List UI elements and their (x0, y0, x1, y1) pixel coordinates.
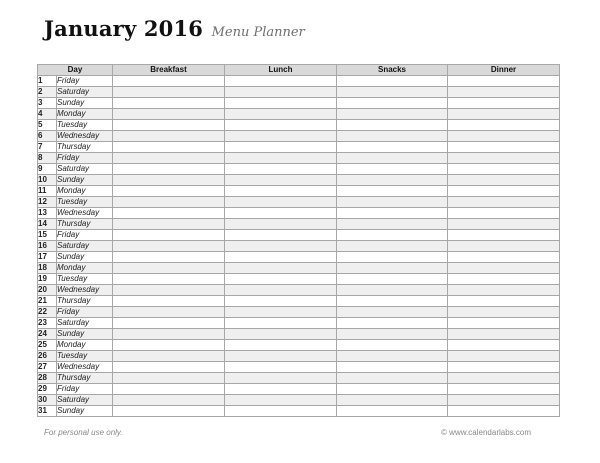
day-number: 6 (38, 131, 57, 142)
lunch-cell[interactable] (225, 109, 337, 120)
lunch-cell[interactable] (225, 153, 337, 164)
table-row (38, 109, 560, 120)
lunch-cell[interactable] (225, 285, 337, 296)
weekday-name: Sunday (57, 406, 113, 417)
breakfast-cell[interactable] (113, 296, 225, 307)
breakfast-cell[interactable] (113, 263, 225, 274)
table-row (38, 241, 560, 252)
table-row (38, 406, 560, 417)
breakfast-cell[interactable] (113, 76, 225, 87)
table-row (38, 120, 560, 131)
table-row (38, 208, 560, 219)
column-header-breakfast: Breakfast (113, 65, 225, 76)
table-row (38, 131, 560, 142)
dinner-cell[interactable] (448, 87, 560, 98)
table-body (38, 76, 560, 417)
weekday-name: Monday (57, 263, 113, 274)
table-row (38, 395, 560, 406)
lunch-cell[interactable] (225, 329, 337, 340)
day-number: 7 (38, 142, 57, 153)
snacks-cell[interactable] (337, 120, 448, 131)
lunch-cell[interactable] (225, 142, 337, 153)
column-header-lunch: Lunch (225, 65, 337, 76)
snacks-cell[interactable] (337, 263, 448, 274)
day-number: 29 (38, 384, 57, 395)
breakfast-cell[interactable] (113, 230, 225, 241)
day-number: 19 (38, 274, 57, 285)
dinner-cell[interactable] (448, 406, 560, 417)
weekday-name: Thursday (57, 296, 113, 307)
snacks-cell[interactable] (337, 164, 448, 175)
table-row (38, 153, 560, 164)
dinner-cell[interactable] (448, 197, 560, 208)
day-number: 25 (38, 340, 57, 351)
breakfast-cell[interactable] (113, 219, 225, 230)
dinner-cell[interactable] (448, 219, 560, 230)
day-number: 28 (38, 373, 57, 384)
day-number: 12 (38, 197, 57, 208)
weekday-name: Friday (57, 230, 113, 241)
table-row (38, 164, 560, 175)
lunch-cell[interactable] (225, 406, 337, 417)
column-header-dinner: Dinner (448, 65, 560, 76)
lunch-cell[interactable] (225, 241, 337, 252)
day-number: 21 (38, 296, 57, 307)
footer-credit: © www.calendarlabs.com (441, 428, 531, 437)
breakfast-cell[interactable] (113, 285, 225, 296)
day-number: 17 (38, 252, 57, 263)
dinner-cell[interactable] (448, 362, 560, 373)
snacks-cell[interactable] (337, 351, 448, 362)
dinner-cell[interactable] (448, 208, 560, 219)
lunch-cell[interactable] (225, 318, 337, 329)
lunch-cell[interactable] (225, 186, 337, 197)
dinner-cell[interactable] (448, 318, 560, 329)
table-row (38, 362, 560, 373)
lunch-cell[interactable] (225, 98, 337, 109)
snacks-cell[interactable] (337, 197, 448, 208)
dinner-cell[interactable] (448, 164, 560, 175)
snacks-cell[interactable] (337, 208, 448, 219)
dinner-cell[interactable] (448, 142, 560, 153)
lunch-cell[interactable] (225, 175, 337, 186)
day-number: 8 (38, 153, 57, 164)
lunch-cell[interactable] (225, 131, 337, 142)
weekday-name: Friday (57, 76, 113, 87)
weekday-name: Monday (57, 109, 113, 120)
lunch-cell[interactable] (225, 307, 337, 318)
table-row (38, 98, 560, 109)
lunch-cell[interactable] (225, 164, 337, 175)
dinner-cell[interactable] (448, 340, 560, 351)
breakfast-cell[interactable] (113, 395, 225, 406)
snacks-cell[interactable] (337, 285, 448, 296)
day-number: 14 (38, 219, 57, 230)
page-subtitle: Menu Planner (211, 25, 305, 40)
snacks-cell[interactable] (337, 307, 448, 318)
table-row (38, 252, 560, 263)
snacks-cell[interactable] (337, 340, 448, 351)
breakfast-cell[interactable] (113, 109, 225, 120)
dinner-cell[interactable] (448, 153, 560, 164)
page-title: January 2016 (44, 16, 204, 41)
breakfast-cell[interactable] (113, 340, 225, 351)
weekday-name: Wednesday (57, 208, 113, 219)
snacks-cell[interactable] (337, 296, 448, 307)
table-row (38, 329, 560, 340)
weekday-name: Friday (57, 153, 113, 164)
snacks-cell[interactable] (337, 274, 448, 285)
lunch-cell[interactable] (225, 252, 337, 263)
column-header-day: Day (38, 65, 113, 76)
lunch-cell[interactable] (225, 351, 337, 362)
weekday-name: Saturday (57, 87, 113, 98)
day-number: 1 (38, 76, 57, 87)
day-number: 11 (38, 186, 57, 197)
table-row (38, 340, 560, 351)
table-row (38, 296, 560, 307)
lunch-cell[interactable] (225, 263, 337, 274)
dinner-cell[interactable] (448, 175, 560, 186)
snacks-cell[interactable] (337, 175, 448, 186)
dinner-cell[interactable] (448, 98, 560, 109)
table-row (38, 384, 560, 395)
snacks-cell[interactable] (337, 329, 448, 340)
table-row (38, 307, 560, 318)
footer-note: For personal use only. (44, 428, 123, 437)
lunch-cell[interactable] (225, 384, 337, 395)
weekday-name: Thursday (57, 142, 113, 153)
day-number: 23 (38, 318, 57, 329)
snacks-cell[interactable] (337, 373, 448, 384)
dinner-cell[interactable] (448, 296, 560, 307)
table-row (38, 87, 560, 98)
weekday-name: Friday (57, 307, 113, 318)
breakfast-cell[interactable] (113, 175, 225, 186)
dinner-cell[interactable] (448, 351, 560, 362)
breakfast-cell[interactable] (113, 307, 225, 318)
day-number: 22 (38, 307, 57, 318)
breakfast-cell[interactable] (113, 164, 225, 175)
snacks-cell[interactable] (337, 406, 448, 417)
dinner-cell[interactable] (448, 384, 560, 395)
day-number: 5 (38, 120, 57, 131)
page-header (44, 16, 305, 50)
lunch-cell[interactable] (225, 76, 337, 87)
day-number: 10 (38, 175, 57, 186)
day-number: 13 (38, 208, 57, 219)
weekday-name: Saturday (57, 241, 113, 252)
lunch-cell[interactable] (225, 230, 337, 241)
weekday-name: Tuesday (57, 274, 113, 285)
breakfast-cell[interactable] (113, 87, 225, 98)
snacks-cell[interactable] (337, 395, 448, 406)
breakfast-cell[interactable] (113, 98, 225, 109)
table-row (38, 186, 560, 197)
weekday-name: Thursday (57, 219, 113, 230)
menu-planner-table (37, 64, 560, 417)
weekday-name: Thursday (57, 373, 113, 384)
day-number: 18 (38, 263, 57, 274)
snacks-cell[interactable] (337, 318, 448, 329)
dinner-cell[interactable] (448, 76, 560, 87)
header-row (38, 65, 560, 76)
weekday-name: Saturday (57, 164, 113, 175)
lunch-cell[interactable] (225, 87, 337, 98)
table-row (38, 175, 560, 186)
table-row (38, 373, 560, 384)
snacks-cell[interactable] (337, 241, 448, 252)
weekday-name: Saturday (57, 318, 113, 329)
dinner-cell[interactable] (448, 241, 560, 252)
dinner-cell[interactable] (448, 263, 560, 274)
breakfast-cell[interactable] (113, 318, 225, 329)
weekday-name: Sunday (57, 329, 113, 340)
table-row (38, 274, 560, 285)
day-number: 20 (38, 285, 57, 296)
table-row (38, 351, 560, 362)
weekday-name: Sunday (57, 98, 113, 109)
day-number: 4 (38, 109, 57, 120)
dinner-cell[interactable] (448, 186, 560, 197)
table-row (38, 142, 560, 153)
day-number: 27 (38, 362, 57, 373)
table-row (38, 76, 560, 87)
breakfast-cell[interactable] (113, 373, 225, 384)
table-row (38, 318, 560, 329)
day-number: 2 (38, 87, 57, 98)
table-row (38, 197, 560, 208)
breakfast-cell[interactable] (113, 131, 225, 142)
snacks-cell[interactable] (337, 219, 448, 230)
weekday-name: Monday (57, 186, 113, 197)
breakfast-cell[interactable] (113, 208, 225, 219)
day-number: 31 (38, 406, 57, 417)
lunch-cell[interactable] (225, 362, 337, 373)
day-number: 16 (38, 241, 57, 252)
weekday-name: Tuesday (57, 120, 113, 131)
lunch-cell[interactable] (225, 197, 337, 208)
snacks-cell[interactable] (337, 109, 448, 120)
breakfast-cell[interactable] (113, 406, 225, 417)
weekday-name: Wednesday (57, 285, 113, 296)
breakfast-cell[interactable] (113, 120, 225, 131)
lunch-cell[interactable] (225, 120, 337, 131)
lunch-cell[interactable] (225, 340, 337, 351)
breakfast-cell[interactable] (113, 329, 225, 340)
dinner-cell[interactable] (448, 307, 560, 318)
breakfast-cell[interactable] (113, 142, 225, 153)
dinner-cell[interactable] (448, 252, 560, 263)
day-number: 24 (38, 329, 57, 340)
day-number: 15 (38, 230, 57, 241)
lunch-cell[interactable] (225, 219, 337, 230)
breakfast-cell[interactable] (113, 197, 225, 208)
weekday-name: Saturday (57, 395, 113, 406)
lunch-cell[interactable] (225, 373, 337, 384)
breakfast-cell[interactable] (113, 241, 225, 252)
breakfast-cell[interactable] (113, 153, 225, 164)
weekday-name: Tuesday (57, 197, 113, 208)
snacks-cell[interactable] (337, 87, 448, 98)
weekday-name: Monday (57, 340, 113, 351)
weekday-name: Friday (57, 384, 113, 395)
lunch-cell[interactable] (225, 296, 337, 307)
day-number: 30 (38, 395, 57, 406)
day-number: 3 (38, 98, 57, 109)
dinner-cell[interactable] (448, 120, 560, 131)
snacks-cell[interactable] (337, 252, 448, 263)
column-header-snacks: Snacks (337, 65, 448, 76)
snacks-cell[interactable] (337, 131, 448, 142)
table-row (38, 263, 560, 274)
snacks-cell[interactable] (337, 142, 448, 153)
dinner-cell[interactable] (448, 109, 560, 120)
weekday-name: Wednesday (57, 131, 113, 142)
weekday-name: Tuesday (57, 351, 113, 362)
snacks-cell[interactable] (337, 186, 448, 197)
breakfast-cell[interactable] (113, 274, 225, 285)
snacks-cell[interactable] (337, 153, 448, 164)
breakfast-cell[interactable] (113, 186, 225, 197)
weekday-name: Sunday (57, 252, 113, 263)
breakfast-cell[interactable] (113, 362, 225, 373)
snacks-cell[interactable] (337, 384, 448, 395)
lunch-cell[interactable] (225, 274, 337, 285)
breakfast-cell[interactable] (113, 252, 225, 263)
lunch-cell[interactable] (225, 395, 337, 406)
table-row (38, 230, 560, 241)
snacks-cell[interactable] (337, 76, 448, 87)
dinner-cell[interactable] (448, 274, 560, 285)
lunch-cell[interactable] (225, 208, 337, 219)
weekday-name: Wednesday (57, 362, 113, 373)
weekday-name: Sunday (57, 175, 113, 186)
table-row (38, 285, 560, 296)
table-row (38, 219, 560, 230)
dinner-cell[interactable] (448, 373, 560, 384)
dinner-cell[interactable] (448, 285, 560, 296)
snacks-cell[interactable] (337, 98, 448, 109)
dinner-cell[interactable] (448, 230, 560, 241)
day-number: 9 (38, 164, 57, 175)
breakfast-cell[interactable] (113, 384, 225, 395)
dinner-cell[interactable] (448, 131, 560, 142)
dinner-cell[interactable] (448, 329, 560, 340)
snacks-cell[interactable] (337, 230, 448, 241)
table-header (38, 65, 560, 76)
snacks-cell[interactable] (337, 362, 448, 373)
day-number: 26 (38, 351, 57, 362)
breakfast-cell[interactable] (113, 351, 225, 362)
dinner-cell[interactable] (448, 395, 560, 406)
